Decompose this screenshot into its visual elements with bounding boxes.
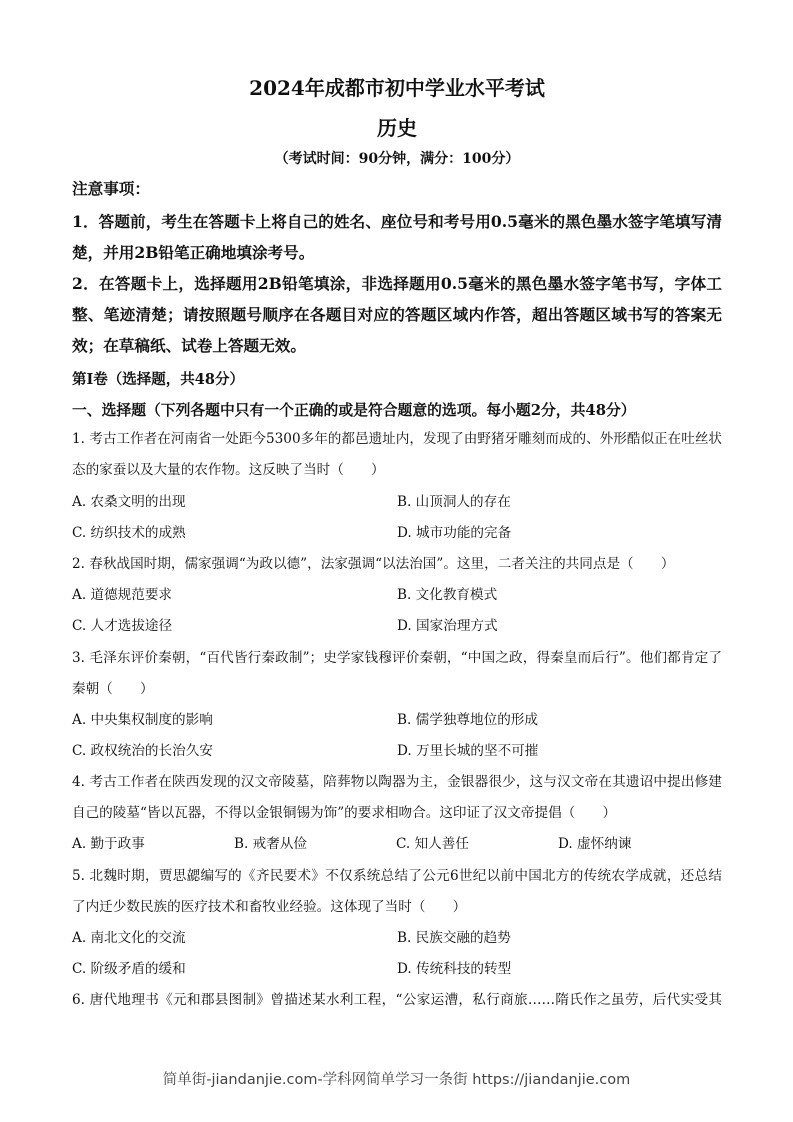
option-a[interactable]: A. 中央集权制度的影响 [72, 712, 213, 728]
exam-info: （考试时间：90分钟，满分：100分） [274, 151, 520, 167]
question-3-stem: 3. 毛泽东评价秦朝，“百代皆行秦政制”；史学家钱穆评价秦朝，“中国之政，得秦皇而后行”。他们都肯定了秦朝（ ） [72, 650, 722, 697]
notice-item: 2．在答题卡上，选择题用2B铅笔填涂，非选择题用0.5毫米的黑色墨水签字笔书写，字体工整、笔迹清楚；请按照题号顺序在各题目对应的答题区域内作答，超出答题区域书写的答案无效；在草稿纸、试卷上答题无效。 [72, 274, 722, 355]
option-d[interactable]: D. 国家治理方式 [397, 618, 498, 634]
option-d[interactable]: D. 万里长城的坚不可摧 [397, 743, 539, 759]
option-a[interactable]: A. 南北文化的交流 [72, 930, 186, 946]
question-1-stem: 1. 考古工作者在河南省一处距今5300多年的都邑遗址内，发现了由野猪牙雕刻而成的、外形酷似正在吐丝状态的家蚕以及大量的农作物。这反映了当时（ ） [72, 431, 723, 478]
option-c[interactable]: C. 政权统治的长治久安 [72, 743, 213, 759]
question-6-stem: 6. 唐代地理书《元和郡县图制》曾描述某水利工程，“公家运漕，私行商旅……隋氏作之虽劳，后代实受其 [72, 992, 722, 1008]
question-2-options [72, 580, 722, 642]
option-b[interactable]: B. 民族交融的趋势 [397, 930, 511, 946]
exam-title: 2024年成都市初中学业水平考试 [249, 76, 545, 100]
option-c[interactable]: C. 知人善任 [396, 836, 469, 852]
option-a[interactable]: A. 勤于政事 [72, 836, 145, 852]
option-b[interactable]: B. 戒奢从俭 [234, 836, 308, 852]
option-c[interactable]: C. 阶级矛盾的缓和 [72, 961, 186, 977]
question-3-options [72, 705, 722, 767]
option-a[interactable]: A. 道德规范要求 [72, 587, 173, 603]
subject-title: 历史 [377, 116, 417, 140]
option-d[interactable]: D. 传统科技的转型 [397, 961, 512, 977]
option-d[interactable]: D. 虚怀纳谏 [558, 836, 632, 852]
section-title: 一、选择题（下列各题中只有一个正确的或是符合题意的选项。每小题2分，共48分） [72, 402, 636, 419]
notice-item: 1．答题前，考生在答题卡上将自己的姓名、座位号和考号用0.5毫米的黑色墨水签字笔填写清楚，并用2B铅笔正确地填涂考号。 [72, 212, 722, 262]
option-a[interactable]: A. 农桑文明的出现 [72, 494, 186, 510]
option-c[interactable]: C. 纺织技术的成熟 [72, 525, 186, 541]
question-2-stem: 2. 春秋战国时期，儒家强调“为政以德”，法家强调“以法治国”。这里，二者关注的共同点是（ ） [72, 556, 675, 572]
option-c[interactable]: C. 人才选拔途径 [72, 618, 173, 634]
question-4-stem: 4. 考古工作者在陕西发现的汉文帝陵墓，陪葬物以陶器为主，金银器很少，这与汉文帝在其遗诏中提出修建自己的陵墓“皆以瓦器，不得以金银铜锡为饰”的要求相吻合。这印证了汉文帝提倡（ ） [72, 774, 722, 821]
footer-watermark: 简单街-jiandanjie.com-学科网简单学习一条街 https://jiandanjie.com [162, 1072, 631, 1088]
notice-heading: 注意事项： [72, 179, 150, 198]
question-5-options [72, 923, 722, 985]
part-title: 第Ⅰ卷（选择题，共48分） [72, 371, 244, 388]
option-b[interactable]: B. 儒学独尊地位的形成 [397, 712, 538, 728]
option-d[interactable]: D. 城市功能的完备 [397, 525, 512, 541]
question-5-stem: 5. 北魏时期，贾思勰编写的《齐民要术》不仅系统总结了公元6世纪以前中国北方的传统农学成就，还总结了内迁少数民族的医疗技术和畜牧业经验。这体现了当时（ ） [72, 868, 722, 915]
question-1-options [72, 487, 722, 549]
option-b[interactable]: B. 文化教育模式 [397, 587, 498, 603]
option-b[interactable]: B. 山顶洞人的存在 [397, 494, 511, 510]
question-4-options [72, 829, 722, 860]
